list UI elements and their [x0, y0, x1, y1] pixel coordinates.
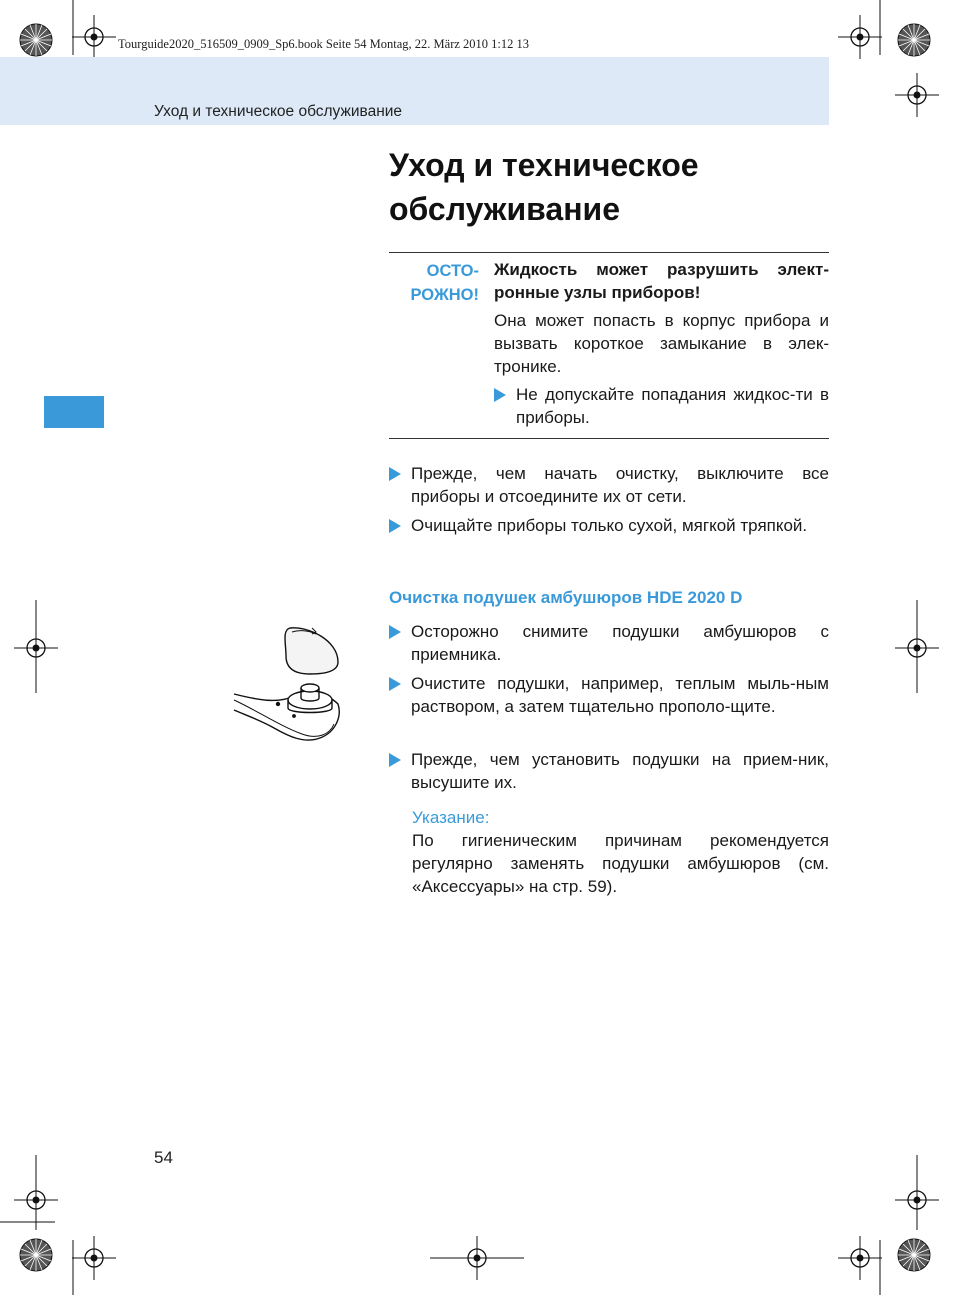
- chapter-tab: [44, 396, 104, 428]
- general-step-1: [389, 462, 829, 508]
- caution-top-rule: [389, 252, 829, 253]
- arrow-bullet-icon: [389, 467, 401, 481]
- section-subheading: Очистка подушек амбушюров HDE 2020 D: [389, 588, 743, 607]
- cushion-step-text: Очистите подушки, например, теплым мыль-ным раствором, а затем тщательно прополо-щите.: [411, 674, 829, 716]
- arrow-bullet-icon: [494, 388, 506, 402]
- arrow-bullet-icon: [389, 677, 401, 691]
- caution-label: ОСТО- РОЖНО!: [410, 262, 479, 304]
- caution-body: Она может попасть в корпус прибора и вызвать короткое замыкание в элек-тронике.: [494, 311, 829, 376]
- cushion-step-2: [389, 672, 829, 718]
- cushion-step-3: [389, 748, 829, 794]
- print-info-line: Tourguide2020_516509_0909_Sp6.book Seite 54 Montag, 22. März 2010 1:12 13: [118, 37, 530, 51]
- general-step-text: Прежде, чем начать очистку, выключите все приборы и отсоедините их от сети.: [411, 464, 829, 506]
- note-text: По гигиеническим причинам рекомендуется регулярно заменять подушки амбушюров (см. «Аксессуары» на стр. 59).: [412, 831, 829, 896]
- arrow-bullet-icon: [389, 519, 401, 533]
- page-title: Уход и техническое обслуживание: [389, 147, 699, 227]
- page-number: 54: [154, 1148, 173, 1167]
- cushion-step-1: [389, 620, 829, 666]
- running-header: Уход и техническое обслуживание: [154, 103, 403, 120]
- arrow-bullet-icon: [389, 753, 401, 767]
- general-step-text: Очищайте приборы только сухой, мягкой тряпкой.: [411, 516, 808, 535]
- earphone-cushion-illustration: [228, 620, 353, 755]
- caution-heading: Жидкость может разрушить элект-ронные узлы приборов!: [494, 260, 829, 302]
- cushion-step-text: Прежде, чем установить подушки на прием-ник, высушите их.: [411, 750, 829, 792]
- caution-instruction: [494, 383, 829, 429]
- caution-instruction-text: Не допускайте попадания жидкос-ти в приборы.: [516, 385, 829, 427]
- note-label: Указание:: [412, 808, 490, 827]
- general-step-2: [389, 514, 829, 537]
- header-band: [0, 57, 829, 125]
- caution-bottom-rule: [389, 438, 829, 439]
- cushion-step-text: Осторожно снимите подушки амбушюров с приемника.: [411, 622, 829, 664]
- arrow-bullet-icon: [389, 625, 401, 639]
